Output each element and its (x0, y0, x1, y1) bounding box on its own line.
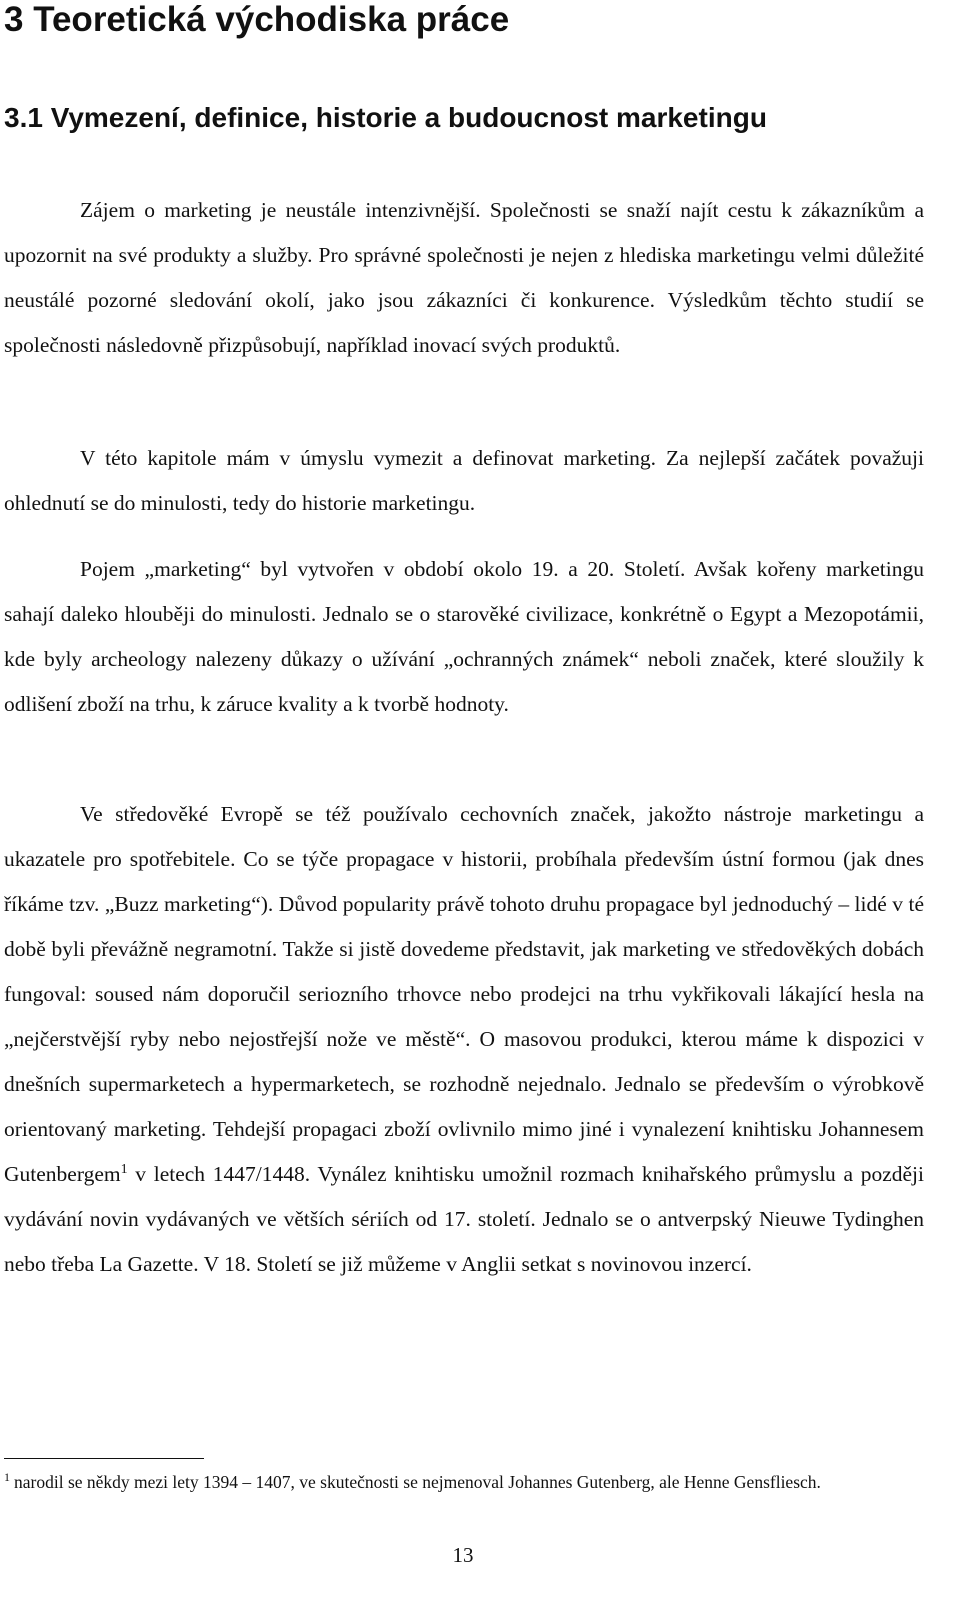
chapter-heading: 3 Teoretická východiska práce (4, 0, 510, 39)
paragraph-medieval-text-a: Ve středověké Evropě se též používalo cechovních značek, jakožto nástroje marketingu a ukazatele pro spotřebitele. Co se týče propagace v historii, probíhala především ústní formou (jak dnes říkáme tzv. „Buzz marketing“). Důvod popularity právě tohoto druhu propagace byl jednoduchý – lidé v té době byli převážně negramotní. Takže si jistě dovedeme představit, jak marketing ve středověkých dobách fungoval: soused nám doporučil seriozního trhovce nebo prodejci na trhu vykřikovali lákající hesla na „nejčerstvější ryby nebo nejostřejší nože ve městě“. O masovou produkci, kterou máme k dispozici v dnešních supermarketech a hypermarketech, se rozhodně nejednalo. Jednalo se především o výrobkově orientovaný marketing. Tehdejší propagaci zboží ovlivnilo mimo jiné i vynalezení knihtisku Johannesem Gutenbergem (4, 802, 924, 1186)
page-number: 13 (452, 1543, 474, 1567)
section-heading: 3.1 Vymezení, definice, historie a budoucnost marketingu (4, 102, 767, 133)
paragraph-medieval-text-b: v letech 1447/1448. Vynález knihtisku umožnil rozmach knihařského průmyslu a později vydávání novin vydávaných ve větších sériích od 17. století. Jednalo se o antverpský Nieuwe Tydinghen nebo třeba La Gazette. V 18. Století se již můžeme v Anglii setkat s novinovou inzercí. (4, 1162, 924, 1276)
paragraph-intro: Zájem o marketing je neustále intenzivnější. Společnosti se snaží najít cestu k zákazníkům a upozornit na své produkty a služby. Pro správné společnosti je nejen z hlediska marketingu velmi důležité neustálé pozorné sledování okolí, jako jsou zákazníci či konkurence. Výsledkům těchto studií se společnosti následovně přizpůsobují, například inovací svých produktů. (4, 198, 924, 357)
footnote-reference: 1 (120, 1161, 128, 1177)
footnote-separator (4, 1458, 204, 1459)
footnote-number: 1 (4, 1470, 10, 1485)
footnote-text: narodil se někdy mezi lety 1394 – 1407, ve skutečnosti se nejmenoval Johannes Gutenberg, ale Henne Gensfliesch. (14, 1472, 821, 1492)
paragraph-medieval-europe (4, 792, 924, 1287)
footnote (4, 1470, 924, 1494)
paragraph-marketing-origins: Pojem „marketing“ byl vytvořen v období okolo 19. a 20. Století. Avšak kořeny marketingu sahají daleko hlouběji do minulosti. Jednalo se o starověké civilizace, konkrétně o Egypt a Mezopotámii, kde byly archeology nalezeny důkazy o užívání „ochranných známek“ neboli značek, které sloužily k odlišení zboží na trhu, k záruce kvality a k tvorbě hodnoty. (4, 557, 924, 716)
paragraph-chapter-aim: V této kapitole mám v úmyslu vymezit a definovat marketing. Za nejlepší začátek považuji ohlednutí se do minulosti, tedy do historie marketingu. (4, 446, 924, 515)
